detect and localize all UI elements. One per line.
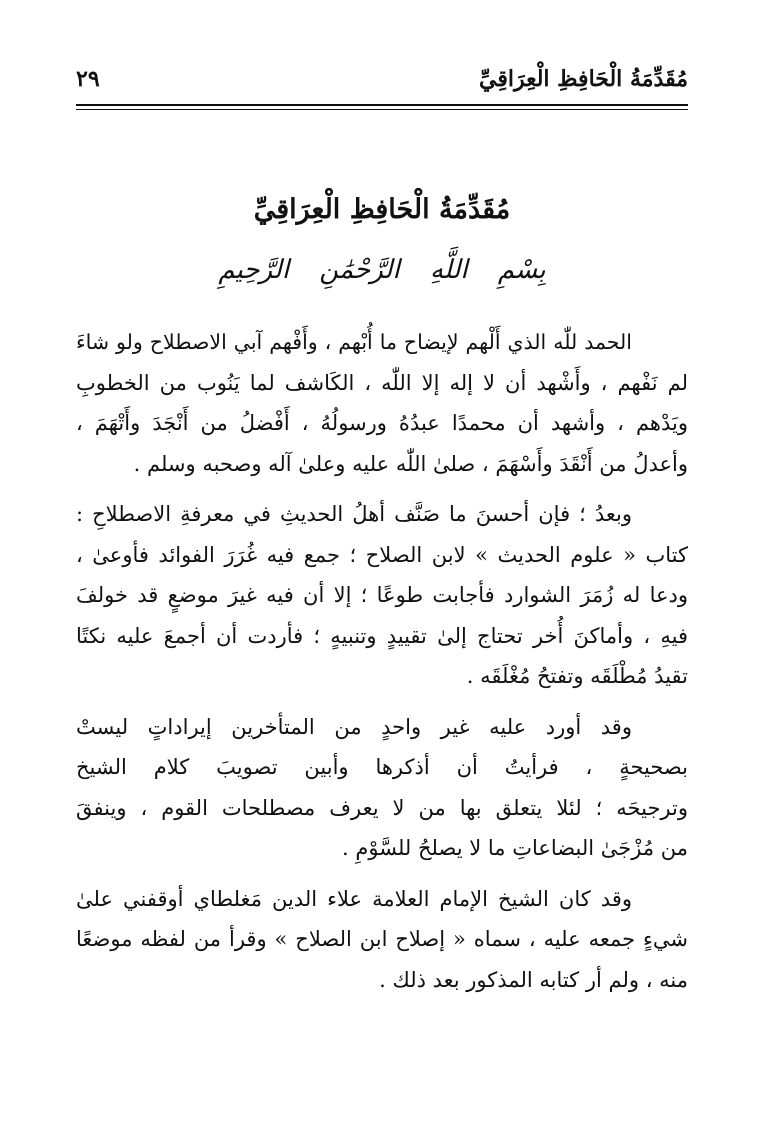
text-line: وأعدلُ من أَنْقَدَ وأَسْهَمَ ، صلىٰ اللّٰه عليه وعلىٰ آله وصحبه وسلم . — [133, 451, 688, 476]
text-line: الحمد للّٰه الذي أَلْهم لإيضاح ما أُبْهم ، وأَفْهم آبي الاصطلاح ولو شاءَ — [76, 330, 632, 354]
text-line: من مُزْجَىٰ البضاعاتِ ما لا يصلحُ للسَّوْمِ . — [342, 836, 688, 860]
text-line: لم نَفْهم ، وأَشْهد أن لا إله إلا اللّٰه ، الكَاشف لما يَنُوب من الخطوبِ — [76, 370, 688, 395]
text-line: منه ، ولم أر كتابه المذكور بعد ذلك . — [379, 967, 688, 992]
text-line: تقيدُ مُطْلَقَه وتفتحُ مُغْلَقَه . — [466, 664, 688, 688]
text-line: كتاب « علوم الحديث » لابن الصلاح ؛ جمع فيه غُرَرَ الفوائد فأوعىٰ ، — [76, 542, 688, 567]
paragraph-3 — [76, 707, 688, 869]
body-text — [76, 322, 688, 1010]
text-line: بصحيحةٍ ، فرأيتُ أن أذكرها وأبين تصويبَ كلام الشيخ — [76, 755, 688, 779]
paragraph-1 — [76, 322, 688, 484]
basmala: بِسْمِ اللَّهِ الرَّحْمَٰنِ الرَّحِيمِ — [218, 255, 546, 285]
text-line: شيءٍ جمعه عليه ، سماه « إصلاح ابن الصلاح » وقرأ من لفظه موضعًا — [76, 927, 688, 951]
paragraph-2 — [76, 494, 688, 697]
page-number: ٢٩ — [76, 66, 100, 92]
page-header — [76, 62, 688, 104]
paragraph-4 — [76, 879, 688, 1001]
header-rule-thin — [76, 109, 688, 110]
text-line: ويَدْهم ، وأشهد أن محمدًا عبدُهُ ورسولُهُ ، أَفْضلُ من أَنْجَدَ وأَتْهَمَ ، — [76, 411, 688, 435]
text-line: فيهِ ، وأماكنَ أُخر تحتاج إلىٰ تقييدٍ وتنبيهٍ ؛ فأردت أن أجمعَ عليه نكتًا — [76, 623, 688, 648]
text-line: وقد أورد عليه غير واحدٍ من المتأخرين إيراداتٍ ليستْ — [76, 714, 632, 739]
text-line: ودعا له زُمَرَ الشوارد فأجابت طوعًا ؛ إلا أن فيه غيرَ موضعٍ قد خولفَ — [76, 583, 688, 607]
running-title: مُقَدِّمَةُ الْحَافِظِ الْعِرَاقِيِّ — [478, 66, 688, 92]
chapter-title: مُقَدِّمَةُ الْحَافِظِ الْعِرَاقِيِّ — [253, 194, 511, 225]
text-line: وترجيحَه ؛ لئلا يتعلق بها من لا يعرف مصطلحات القوم ، وينفقَ — [76, 795, 688, 820]
header-rule-thick — [76, 104, 688, 106]
text-line: وبعدُ ؛ فإن أحسنَ ما صَنَّف أهلُ الحديثِ في معرفةِ الاصطلاحِ : — [76, 502, 632, 526]
text-line: وقد كان الشيخ الإمام العلامة علاء الدين مَغلطاي أوقفني علىٰ — [76, 886, 632, 911]
